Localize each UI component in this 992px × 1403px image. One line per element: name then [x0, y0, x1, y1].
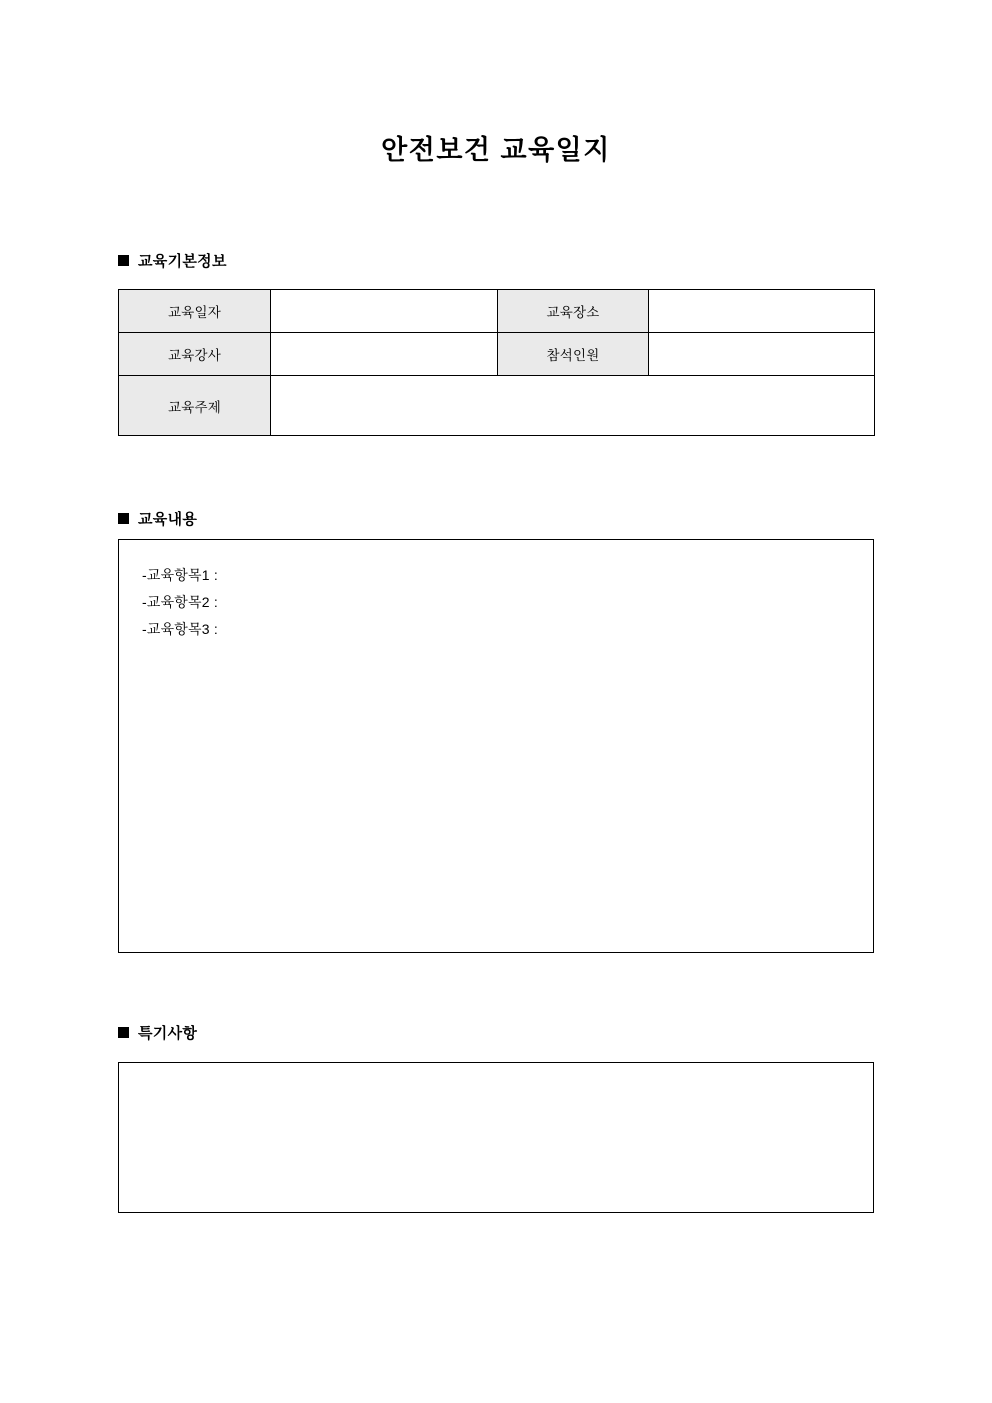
label-instructor: 교육강사: [119, 333, 271, 376]
basic-info-table: [118, 289, 875, 436]
table-row: [119, 333, 875, 376]
section-header-basic-info: [118, 250, 227, 271]
field-instructor[interactable]: [271, 333, 498, 376]
list-item: -교육항목3 :: [142, 621, 218, 637]
filled-square-bullet-icon: [118, 255, 129, 266]
field-education-location[interactable]: [649, 290, 875, 333]
table-row: [119, 376, 875, 436]
field-attendee-count[interactable]: [649, 333, 875, 376]
section-title-basic-info: 교육기본정보: [138, 253, 227, 270]
page-title: 안전보건 교육일지: [381, 135, 611, 165]
section-header-education-content: [118, 508, 197, 529]
section-title-remarks: 특기사항: [138, 1025, 198, 1042]
table-row: [119, 290, 875, 333]
label-education-location: 교육장소: [498, 290, 649, 333]
field-education-date[interactable]: [271, 290, 498, 333]
section-header-remarks: [118, 1022, 197, 1043]
remarks-box[interactable]: [118, 1062, 874, 1213]
filled-square-bullet-icon: [118, 513, 129, 524]
field-education-topic[interactable]: [271, 376, 875, 436]
section-title-education-content: 교육내용: [138, 511, 198, 528]
education-content-box[interactable]: [118, 539, 874, 953]
label-education-topic: 교육주제: [119, 376, 271, 436]
list-item: -교육항목1 :: [142, 567, 218, 583]
list-item: -교육항목2 :: [142, 594, 218, 610]
filled-square-bullet-icon: [118, 1027, 129, 1038]
label-education-date: 교육일자: [119, 290, 271, 333]
label-attendee-count: 참석인원: [498, 333, 649, 376]
